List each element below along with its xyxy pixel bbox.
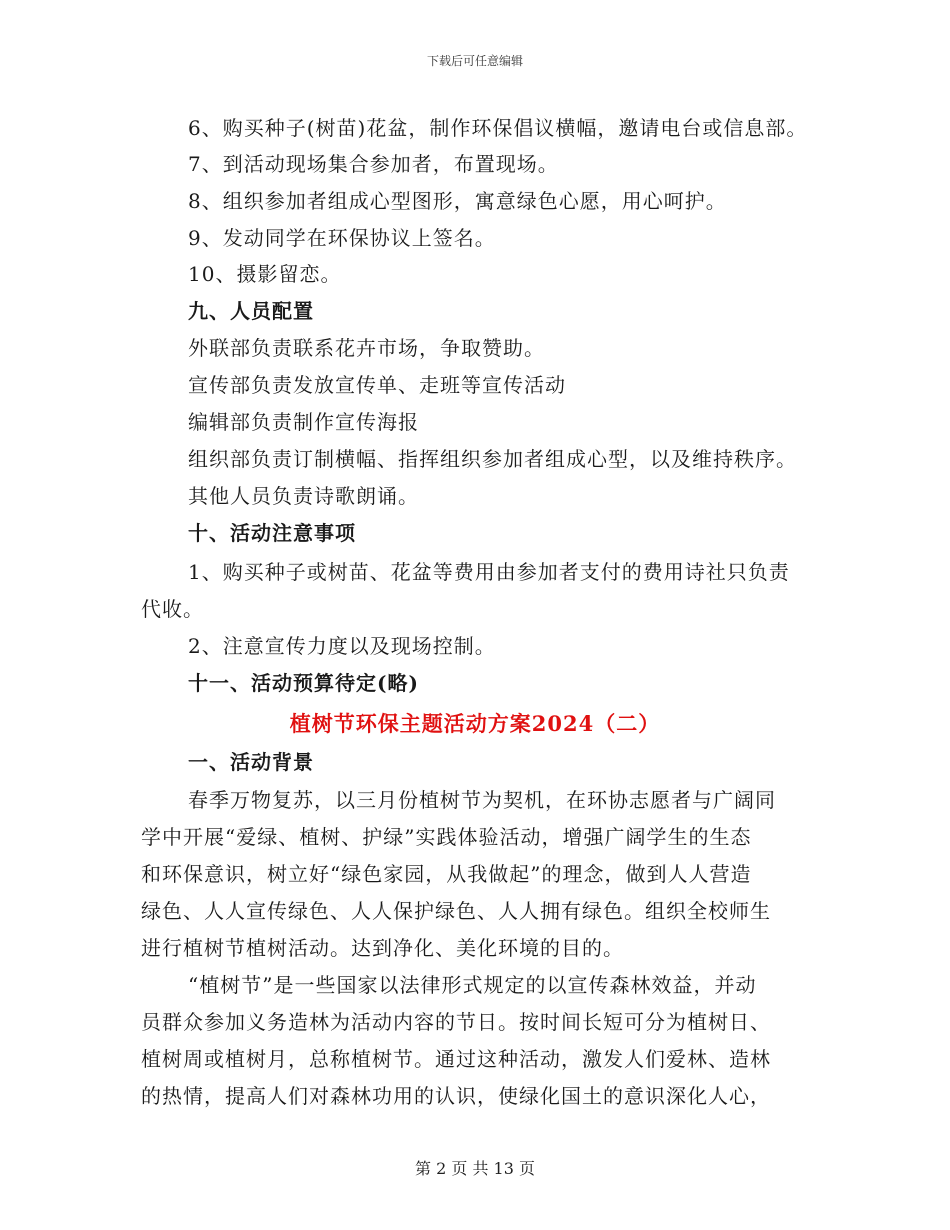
list-item: 2、注意宣传力度以及现场控制。 [188, 634, 496, 658]
list-item: 9、发动同学在环保协议上签名。 [188, 226, 496, 250]
section-heading: 一、活动背景 [188, 750, 314, 774]
paragraph-line: 组织部负责订制横幅、指挥组织参加者组成心型，以及维持秩序。 [188, 447, 797, 471]
list-item-continuation: 代收。 [141, 597, 204, 621]
section-heading: 十一、活动预算待定(略) [188, 671, 419, 695]
list-item: 10、摄影留恋。 [188, 262, 342, 286]
paragraph-line: 的热情，提高人们对森林功用的认识，使绿化国土的意识深化人心， [141, 1084, 771, 1108]
list-item: 7、到活动现场集合参加者，布置现场。 [188, 152, 559, 176]
paragraph-line: 员群众参加义务造林为活动内容的节日。按时间长短可分为植树日、 [141, 1010, 771, 1034]
paragraph-line: 和环保意识，树立好“绿色家园，从我做起”的理念，做到人人营造 [141, 862, 752, 886]
paragraph-line: 外联部负责联系花卉市场，争取赞助。 [188, 336, 545, 360]
paragraph-line: 宣传部负责发放宣传单、走班等宣传活动 [188, 373, 566, 397]
list-item: 8、组织参加者组成心型图形，寓意绿色心愿，用心呵护。 [188, 189, 727, 213]
paragraph-line: 学中开展“爱绿、植树、护绿”实践体验活动，增强广阔学生的生态 [141, 825, 752, 849]
section-heading: 九、人员配置 [188, 299, 314, 323]
paragraph-line: 其他人员负责诗歌朗诵。 [188, 484, 419, 508]
list-item: 6、购买种子(树苗)花盆，制作环保倡议横幅，邀请电台或信息部。 [188, 116, 808, 140]
paragraph-line: 编辑部负责制作宣传海报 [188, 410, 419, 434]
page-number: 第 2 页 共 13 页 [415, 1159, 535, 1178]
paragraph-line: 春季万物复苏，以三月份植树节为契机，在环协志愿者与广阔同 [188, 788, 776, 812]
paragraph-line: 进行植树节植树活动。达到净化、美化环境的目的。 [141, 936, 624, 960]
page-header: 下载后可任意编辑 [426, 54, 523, 68]
document-title: 植树节环保主题活动方案2024（二） [289, 711, 661, 736]
paragraph-line: “植树节”是一些国家以法律形式规定的以宣传森林效益，并动 [188, 973, 757, 997]
paragraph-line: 植树周或植树月，总称植树节。通过这种活动，激发人们爱林、造林 [141, 1047, 771, 1071]
paragraph-line: 绿色、人人宣传绿色、人人保护绿色、人人拥有绿色。组织全校师生 [141, 899, 771, 923]
section-heading: 十、活动注意事项 [188, 521, 356, 545]
list-item: 1、购买种子或树苗、花盆等费用由参加者支付的费用诗社只负责 [188, 560, 790, 584]
